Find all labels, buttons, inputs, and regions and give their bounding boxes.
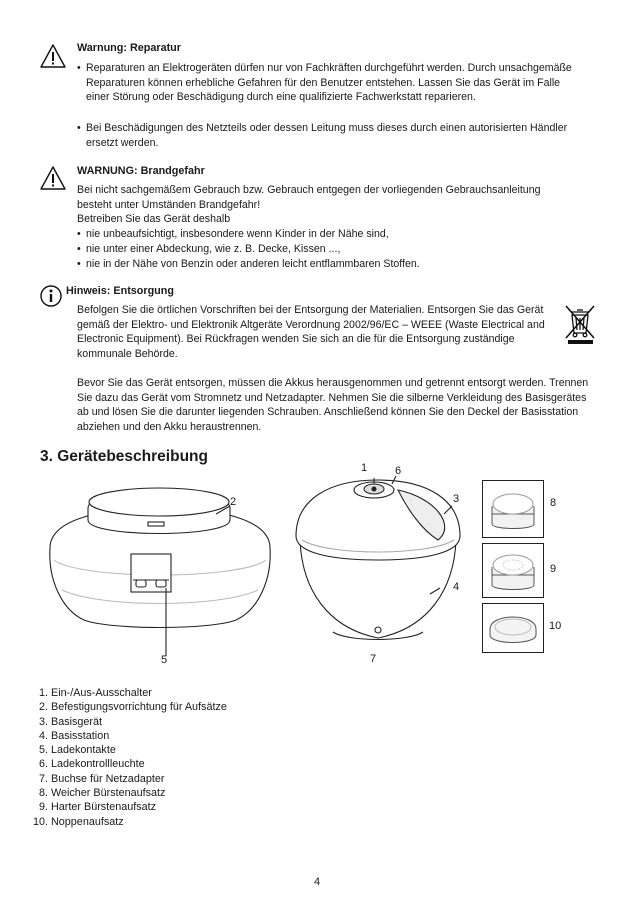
warning-triangle-icon [40,166,66,190]
callout-1: 1 [361,462,368,474]
callout-2: 2 [230,496,237,508]
callout-8: 8 [550,497,557,509]
warning-triangle-icon [40,44,66,68]
list-item: 3. Basisgerät [38,715,103,728]
warning-repair-bullet-2: • Bei Beschädigungen des Netzteils oder dessen Leitung muss dieses durch einen autorisierten Händler ersetzt werden. [73,121,576,150]
list-item: 6. Ladekontrollleuchte [38,758,145,771]
list-item: 4. Basisstation [38,729,110,742]
warning-fire-lead: Betreiben Sie das Gerät deshalb [77,213,231,225]
list-item: 7. Buchse für Netzadapter [38,772,165,785]
warning-repair-title: Warnung: Reparatur [77,42,181,54]
hard-brush-attachment [482,543,544,598]
warning-repair-bullet-1: • Reparaturen an Elektrogeräten dürfen nur von Fachkräften durchgeführt werden. Durch unsachgemäße Reparaturen können erhebliche Gefahren für den Benutzer entstehen. Lassen Sie das Gerät im Falle einer Störung oder Beschädigung durch eine qualifizierte Fachwerkstatt reparieren. [73,61,576,105]
list-item: 8. Weicher Bürstenaufsatz [38,787,166,800]
warning-fire-bullet-2: • nie unter einer Abdeckung, wie z. B. Decke, Kissen ..., [73,242,576,257]
section-title: 3. Gerätebeschreibung [40,448,208,465]
list-item: 1. Ein-/Aus-Ausschalter [38,687,152,699]
list-item: 5. Ladekontakte [38,744,116,757]
callout-5: 5 [161,654,168,666]
note-disposal-para-1: Befolgen Sie die örtlichen Vorschriften bei der Entsorgung der Materialien. Entsorgen Sie das Gerät gemäß der Elektro- und Elektronik Altgeräte Verordnung 2002/96/EC – WEEE (Waste Electrical and Electronic Equipment). Bei Rückfragen wenden Sie sich an die für die Entsorgung zuständige kommunale Behörde. [77,304,545,360]
callout-4: 4 [453,581,460,593]
warning-fire-title: WARNUNG: Brandgefahr [77,165,205,177]
note-disposal-para-2: Bevor Sie das Gerät entsorgen, müssen die Akkus herausgenommen und getrennt entsorgt werden. Trennen Sie dazu das Gerät vom Stromnetz und Netzadapter. Nehmen Sie die silberne Verkleidung des Basisgerätes ab und lösen Sie die darunter liegenden Schrauben. Anschließend können Sie den Deckel der Basisstation abziehen und den Akku heraustrennen. [77,377,589,433]
soft-brush-attachment [482,480,544,538]
callout-9: 9 [550,563,557,575]
note-disposal-title: Hinweis: Entsorgung [66,285,174,297]
warning-fire-bullet-3: • nie in der Nähe von Benzin oder anderen leicht entflammbaren Stoffen. [73,257,576,272]
warning-fire-bullet-1: • nie unbeaufsichtigt, insbesondere wenn Kinder in der Nähe sind, [73,227,576,242]
weee-bin-icon [563,303,597,345]
warning-fire-intro: Bei nicht sachgemäßem Gebrauch bzw. Gebrauch entgegen der vorliegenden Gebrauchsanleitung besteht unter Umständen Brandgefahr! [77,184,541,211]
callout-7: 7 [370,653,377,665]
info-icon [40,285,62,307]
list-item: 2. Befestigungsvorrichtung für Aufsätze [38,701,227,714]
callout-10: 10 [549,620,562,632]
page-number: 4 [314,876,321,888]
callout-6: 6 [395,465,402,477]
device-illustration [288,470,468,650]
parts-list [24,686,227,829]
nub-attachment [482,603,544,653]
list-item: 9. Harter Bürstenaufsatz [38,801,157,814]
callout-3: 3 [453,493,460,505]
base-station-illustration [40,480,280,670]
list-item: 10. Noppenaufsatz [32,815,124,828]
